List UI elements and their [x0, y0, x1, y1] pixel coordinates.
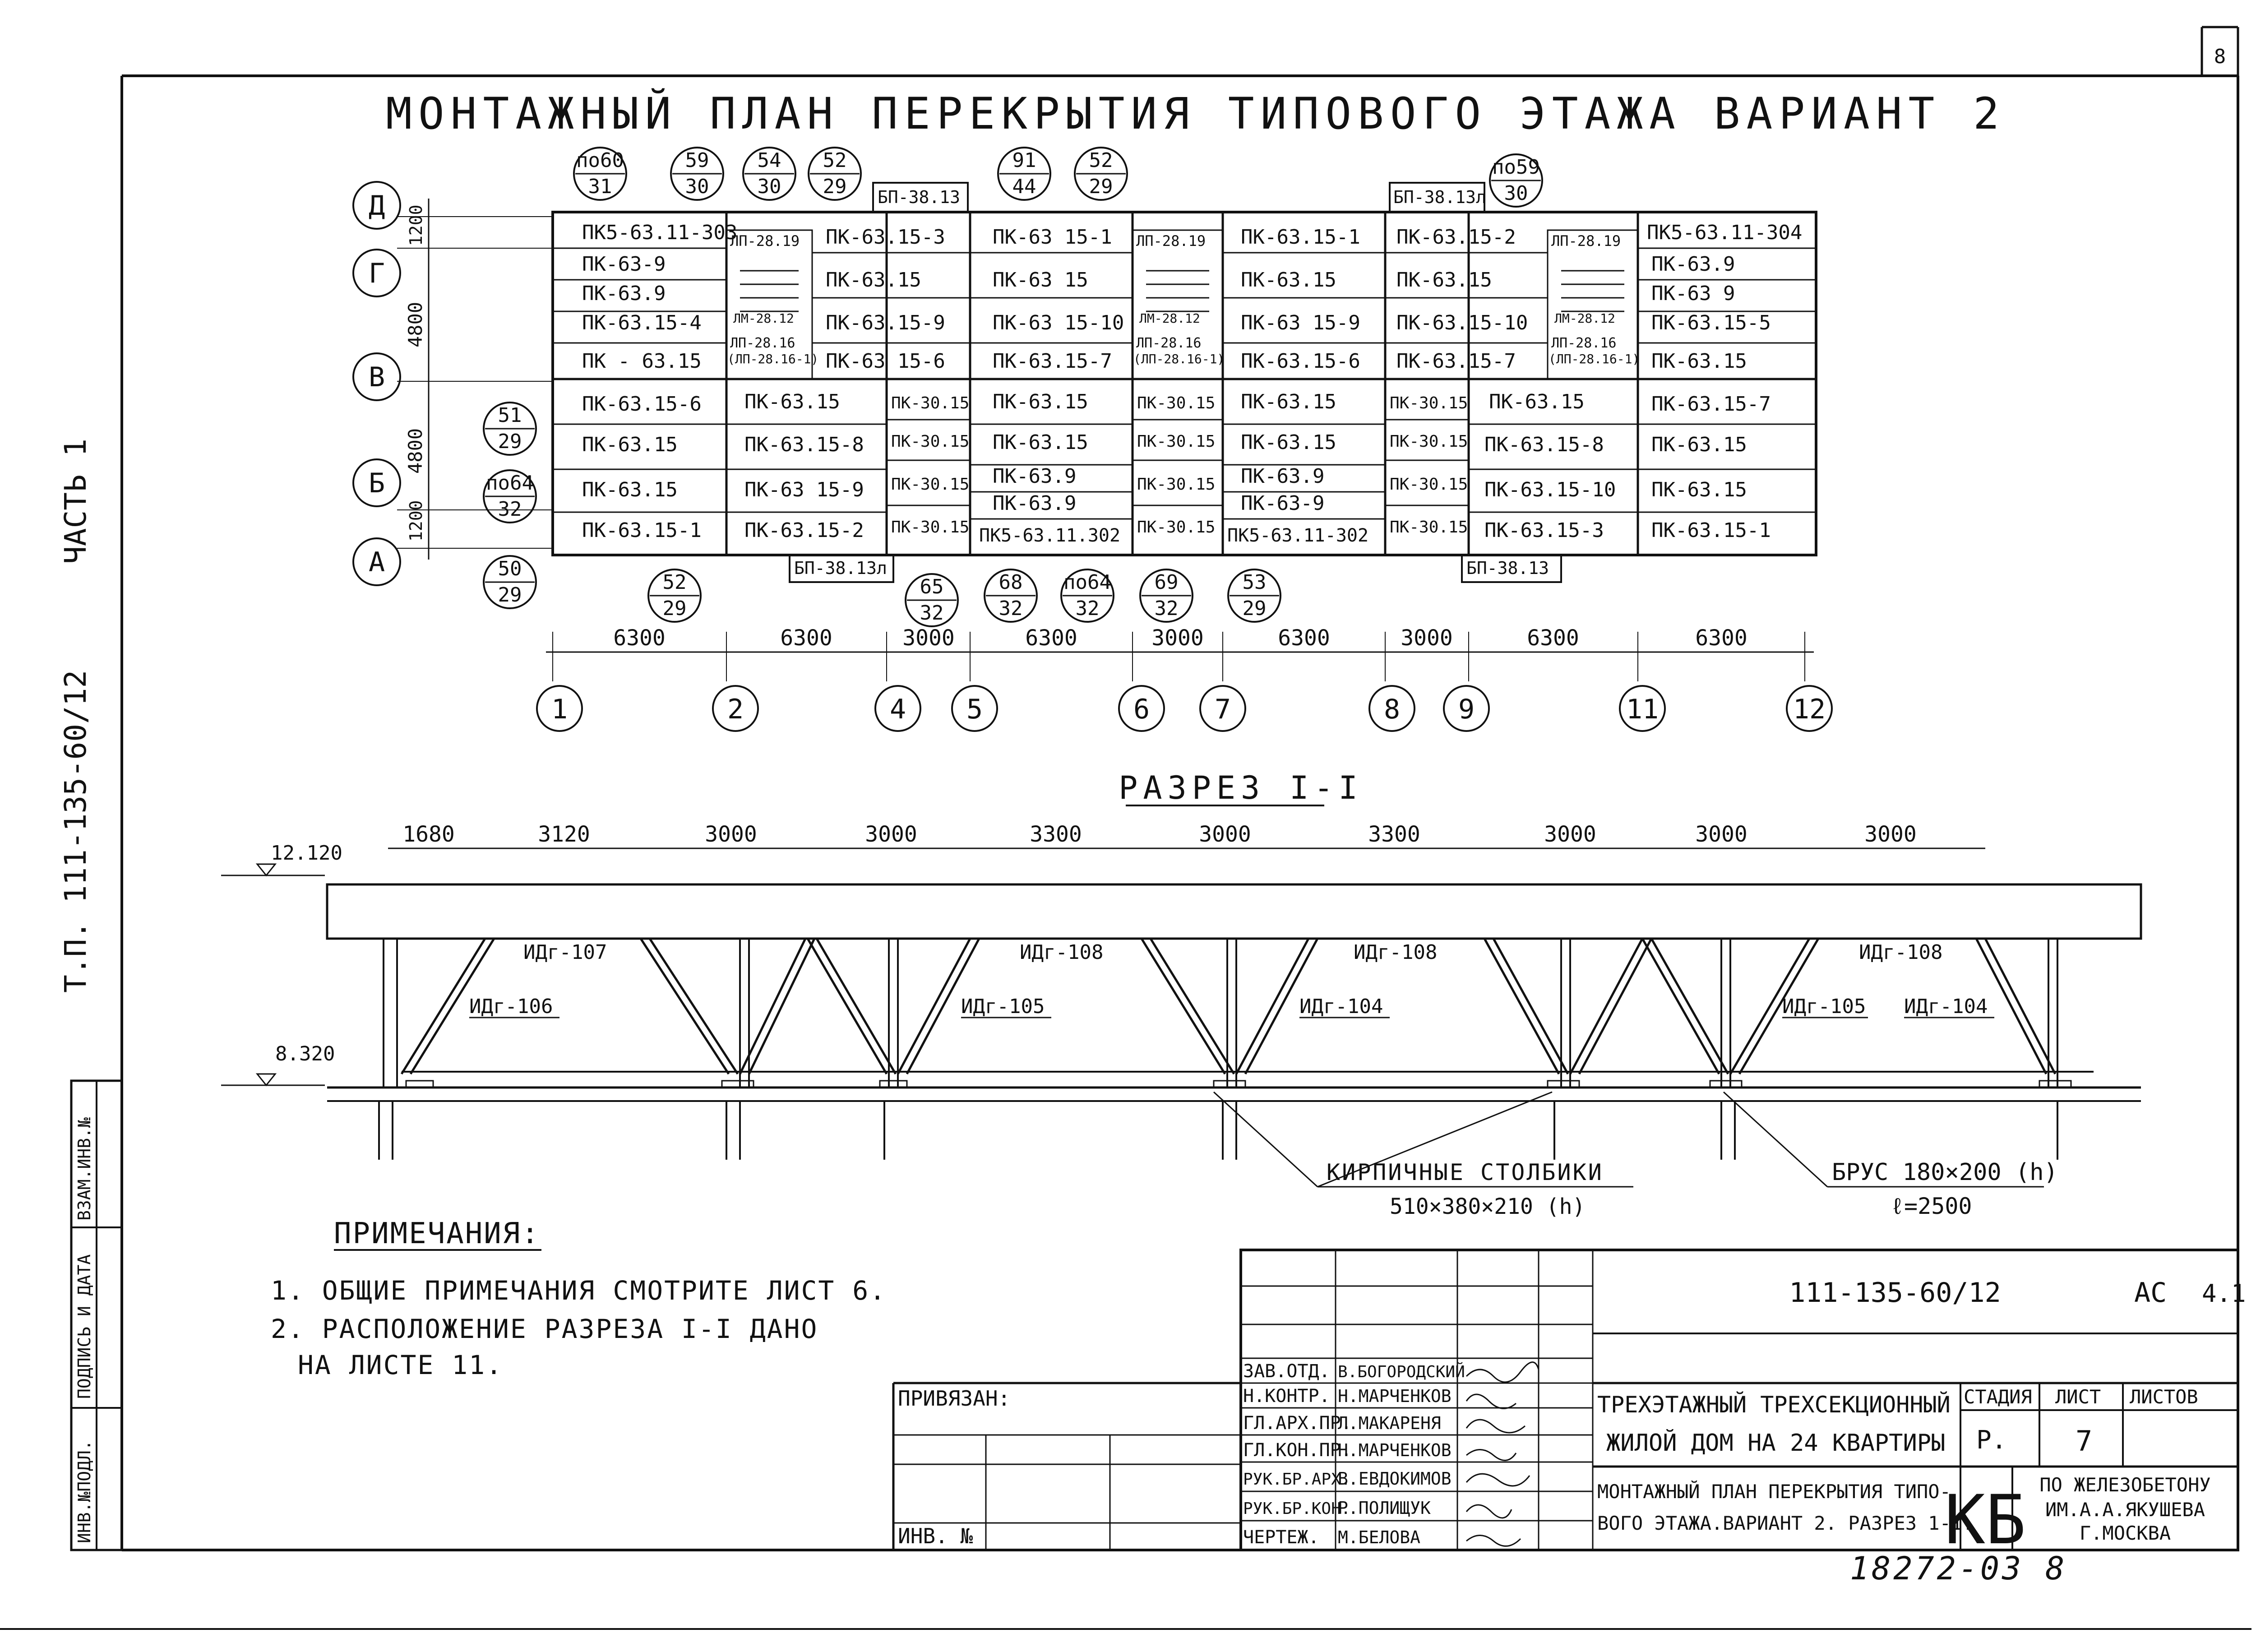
callout-bricks-line2: 510×380×210 (h) — [1390, 1194, 1586, 1219]
member-label: ИДг-105 — [961, 995, 1045, 1018]
axis-label: В — [368, 361, 385, 393]
svg-text:50: 50 — [498, 557, 522, 580]
axis-label: А — [368, 546, 385, 578]
section-view — [221, 769, 2141, 1219]
stamp-inv: ИНВ.№ПОДЛ. — [74, 1440, 94, 1543]
svg-text:69: 69 — [1154, 571, 1179, 594]
person: М.БЕЛОВА — [1338, 1527, 1421, 1547]
svg-text:по64: по64 — [1063, 571, 1111, 594]
level-mark: 12.120 — [271, 842, 342, 865]
svg-text:52: 52 — [662, 571, 687, 594]
svg-text:29: 29 — [1089, 175, 1113, 198]
slab-label: ПК-30.15 — [891, 475, 970, 494]
sheet-header: ЛИСТ — [2055, 1386, 2101, 1408]
person: В.БОГОРОДСКИЙ — [1338, 1363, 1465, 1381]
col-dim: 6300 — [613, 625, 666, 651]
svg-text:3000: 3000 — [1695, 822, 1747, 847]
svg-text:32: 32 — [999, 597, 1023, 620]
svg-text:по59: по59 — [1492, 156, 1540, 179]
org-logo: КБ — [1944, 1481, 2026, 1559]
col-dim: 6300 — [1025, 625, 1077, 651]
beam-label: БП-38.13 — [878, 187, 961, 207]
svg-text:29: 29 — [498, 583, 522, 606]
slab-label: ПК-30.15 — [1137, 432, 1216, 451]
svg-text:29: 29 — [498, 430, 522, 453]
slab-label: ПК-63.15-3 — [826, 226, 945, 249]
sheet-title-line1: МОНТАЖНЫЙ ПЛАН ПЕРЕКРЫТИЯ ТИПО- — [1597, 1481, 1951, 1503]
node-bubble — [574, 148, 626, 200]
slab-label: ПК-63.9 — [993, 465, 1077, 488]
slab-label: ПК5-63.11-302 — [1227, 525, 1369, 546]
axis-label: 7 — [1214, 694, 1231, 725]
slabs-bay-1 — [582, 221, 737, 542]
node-bubble — [648, 569, 701, 622]
row-dim: 1200 — [406, 500, 426, 541]
svg-text:3000: 3000 — [1864, 822, 1917, 847]
slab-label: ПК-30.15 — [1390, 432, 1468, 451]
stair-label: ЛП-28.19 — [1136, 232, 1206, 250]
svg-text:3300: 3300 — [1030, 822, 1082, 847]
col-dim: 6300 — [1695, 625, 1747, 651]
slab-label: ПК-30.15 — [891, 394, 970, 412]
svg-text:44: 44 — [1012, 175, 1036, 198]
member-label: ИДг-108 — [1020, 941, 1104, 964]
row-axes — [353, 182, 553, 585]
slab-label: ПК-30.15 — [891, 432, 970, 451]
notes-heading: ПРИМЕЧАНИЯ: — [334, 1217, 540, 1250]
axis-label: 8 — [1383, 694, 1401, 725]
slab-label: ПК5-63.11.302 — [979, 525, 1121, 546]
col-dim: 6300 — [1278, 625, 1330, 651]
svg-text:51: 51 — [498, 404, 522, 427]
node-bubble — [484, 403, 536, 455]
svg-text:3000: 3000 — [705, 822, 757, 847]
floor-plan — [353, 88, 2006, 731]
svg-text:1680: 1680 — [402, 822, 455, 847]
slab-label: ПК-63.15 — [582, 478, 678, 501]
archive-number: 18272-03 8 — [1850, 1550, 2067, 1587]
node-bubble — [1075, 148, 1127, 200]
slab-label: ПК-63.15 — [1396, 268, 1492, 292]
svg-text:52: 52 — [823, 149, 847, 172]
slabs-bay-4 — [1227, 226, 1368, 546]
stair-label: ЛП-28.16 — [1136, 335, 1202, 351]
stair-label: (ЛП-28.16-1) — [727, 352, 819, 366]
svg-text:59: 59 — [685, 149, 709, 172]
stair-label: ЛП-28.19 — [1551, 232, 1621, 250]
svg-text:53: 53 — [1242, 571, 1267, 594]
section-callouts — [1214, 1092, 2058, 1219]
column-axes — [537, 686, 1832, 731]
slab-label: ПК-63.15-6 — [582, 393, 702, 416]
inv-label: ИНВ. № — [898, 1524, 973, 1548]
callout-beam-line1: БРУС 180×200 (h) — [1832, 1159, 2058, 1186]
slab-label: ПК-63.15-10 — [1396, 311, 1528, 334]
slab-label: ПК-30.15 — [1137, 475, 1216, 494]
person: Н.МАРЧЕНКОВ — [1338, 1386, 1452, 1406]
building-line1: ТРЕХЭТАЖНЫЙ ТРЕХСЕКЦИОННЫЙ — [1597, 1392, 1951, 1418]
svg-text:29: 29 — [1242, 597, 1267, 620]
callout-bricks-line1: КИРПИЧНЫЕ СТОЛБИКИ — [1327, 1159, 1604, 1185]
stage-header: СТАДИЯ — [1964, 1386, 2032, 1408]
slab-label: ПК-63.15-1 — [1651, 519, 1771, 542]
slabs-bay-2 — [744, 226, 945, 542]
node-bubble — [809, 148, 861, 200]
member-label: ИДг-108 — [1354, 941, 1438, 964]
stair-label: (ЛП-28.16-1) — [1133, 352, 1225, 366]
svg-text:32: 32 — [920, 602, 944, 625]
svg-text:3000: 3000 — [1544, 822, 1596, 847]
axis-label: 6 — [1133, 694, 1150, 725]
node-bubble — [906, 574, 958, 626]
row-dim: 4800 — [404, 428, 426, 474]
role: ГЛ.АРХ.ПР. — [1243, 1413, 1352, 1434]
org-line3: Г.МОСКВА — [2079, 1522, 2171, 1544]
col-dim: 3000 — [1401, 625, 1453, 651]
stair-label: ЛП-28.19 — [730, 232, 800, 250]
svg-text:68: 68 — [999, 571, 1023, 594]
slab-label: ПК-63 15-6 — [826, 350, 945, 373]
building-line2: ЖИЛОЙ ДОМ НА 24 КВАРТИРЫ — [1606, 1430, 1946, 1457]
beam-label: БП-38.13л — [1393, 187, 1486, 207]
org-line2: ИМ.А.А.ЯКУШЕВА — [2045, 1499, 2205, 1521]
title-block — [893, 1250, 2246, 1559]
person: В.ЕВДОКИМОВ — [1338, 1469, 1452, 1489]
doc-mark: АС — [2134, 1277, 2167, 1309]
slab-label: ПК-63.15 — [993, 431, 1088, 454]
node-bubble — [1490, 154, 1542, 207]
slabs-bay-6 — [1647, 221, 1802, 542]
axis-label: 9 — [1458, 694, 1475, 725]
slab-label: ПК-63.15-2 — [1396, 226, 1516, 249]
svg-text:30: 30 — [685, 175, 709, 198]
slab-label: ПК-63.15 — [1651, 350, 1747, 373]
part-label: ЧАСТЬ 1 — [58, 438, 93, 564]
axis-label: 1 — [551, 694, 568, 725]
member-label: ИДг-105 — [1782, 995, 1866, 1018]
stair-label: ЛМ-28.12 — [733, 311, 794, 326]
slab-label: ПК-63.9 — [1241, 465, 1325, 488]
svg-text:30: 30 — [1504, 182, 1528, 205]
slab-label: ПК-63.15-7 — [1396, 350, 1516, 373]
role: РУК.БР.КОН. — [1243, 1499, 1351, 1518]
role: ЧЕРТЕЖ. — [1243, 1527, 1319, 1548]
slab-label: ПК-63.15-2 — [744, 519, 864, 542]
slab-label: ПК-63.15 — [582, 433, 678, 456]
sheet-title-line2: ВОГО ЭТАЖА.ВАРИАНТ 2. РАЗРЕЗ 1-1. — [1597, 1512, 1974, 1534]
axis-label: 2 — [727, 694, 744, 725]
level-mark: 8.320 — [275, 1042, 335, 1065]
slab-label: ПК-63.9 — [1651, 253, 1735, 276]
slab-label: ПК-63.15-9 — [826, 311, 945, 334]
plan-bay-lines — [553, 212, 1816, 555]
node-bubble — [985, 569, 1037, 622]
slab-label: ПК-63 15-9 — [1241, 311, 1360, 334]
role: РУК.БР.АРХ. — [1243, 1470, 1351, 1489]
beam-label: БП-38.13л — [794, 558, 887, 578]
col-dim: 3000 — [1151, 625, 1204, 651]
stair-label: ЛМ-28.12 — [1554, 311, 1615, 326]
truss-member-labels — [469, 941, 1994, 1018]
column-dims — [546, 625, 1814, 681]
svg-text:29: 29 — [823, 175, 847, 198]
svg-text:29: 29 — [662, 597, 687, 620]
slab-label: ПК-63.9 — [993, 492, 1077, 515]
slabs-bay-5 — [1396, 226, 1616, 542]
svg-text:54: 54 — [757, 149, 781, 172]
stamp-replace: ВЗАМ.ИНВ.№ — [74, 1117, 94, 1221]
node-bubble — [484, 556, 536, 608]
member-label: ИДг-106 — [469, 995, 553, 1018]
slab-label: ПК-63.15 — [1241, 431, 1336, 454]
lower-walls — [379, 1101, 2057, 1160]
slab-label: ПК-63.9 — [582, 282, 666, 305]
svg-text:91: 91 — [1012, 149, 1036, 172]
svg-text:32: 32 — [1075, 597, 1100, 620]
sheet-value: 7 — [2076, 1425, 2093, 1458]
axis-label: Д — [368, 190, 385, 222]
svg-text:30: 30 — [757, 175, 781, 198]
beam-label: БП-38.13 — [1466, 558, 1549, 578]
slab-label: ПК5-63.11-304 — [1647, 221, 1803, 244]
slab-label: ПК-63.15 — [993, 390, 1088, 413]
slab-label: ПК-30.15 — [1390, 518, 1468, 537]
slab-label: ПК-63.15-4 — [582, 311, 702, 334]
doc-volume: 4.1 — [2202, 1279, 2246, 1308]
node-bubble — [671, 148, 723, 200]
row-dim: 1200 — [406, 204, 426, 246]
slab-label: ПК-63 15-9 — [744, 478, 864, 501]
slab-label: ПК-63 15 — [993, 268, 1088, 292]
role: ЗАВ.ОТД. — [1243, 1361, 1330, 1382]
stage-value: Р. — [1976, 1425, 2007, 1455]
slab-label: ПК-63.15 — [744, 390, 840, 413]
member-label: ИДг-104 — [1904, 995, 1988, 1018]
sheets-header: ЛИСТОВ — [2130, 1386, 2198, 1408]
node-bubble — [1061, 569, 1114, 622]
slab-label: ПК-63.15-10 — [1484, 478, 1616, 501]
slab-label: ПК5-63.11-303 — [582, 221, 738, 244]
col-dim: 6300 — [780, 625, 832, 651]
svg-text:3000: 3000 — [865, 822, 917, 847]
slab-label: ПК-63.15-6 — [1241, 350, 1360, 373]
side-labels — [58, 439, 93, 993]
stair-label: ЛП-28.16 — [730, 335, 795, 351]
stamp-sign: ПОДПИСЬ И ДАТА — [74, 1254, 94, 1399]
slab-label: ПК-63.15 — [1241, 390, 1336, 413]
note-item: НА ЛИСТЕ 11. — [298, 1350, 504, 1380]
slab-label: ПК-63.15 — [1489, 390, 1585, 413]
svg-text:3000: 3000 — [1199, 822, 1251, 847]
node-bubble — [484, 470, 536, 523]
signature-scribbles — [1466, 1362, 1539, 1546]
svg-text:31: 31 — [588, 175, 612, 198]
col-dim: 6300 — [1527, 625, 1579, 651]
svg-text:3120: 3120 — [538, 822, 590, 847]
axis-label: 12 — [1793, 694, 1826, 725]
slab-label: ПК-30.15 — [1137, 394, 1216, 412]
sheet-number: 8 — [2214, 45, 2226, 68]
slab-label: ПК-30.15 — [1137, 518, 1216, 537]
member-label: ИДг-108 — [1859, 941, 1943, 964]
axis-label: 5 — [966, 694, 983, 725]
svg-text:по60: по60 — [576, 149, 624, 172]
slab-label: ПК-63-9 — [1241, 492, 1325, 515]
note-item: 1. ОБЩИЕ ПРИМЕЧАНИЯ СМОТРИТЕ ЛИСТ 6. — [271, 1275, 887, 1306]
person: Н.МАРЧЕНКОВ — [1338, 1440, 1452, 1460]
project-label: Т.П. 111-135-60/12 — [58, 670, 93, 993]
signature-names — [1338, 1362, 1465, 1547]
stair-label: ЛМ-28.12 — [1139, 311, 1200, 326]
member-label: ИДг-104 — [1299, 995, 1383, 1018]
note-item: 2. РАСПОЛОЖЕНИЕ РАЗРЕЗА I-I ДАНО — [271, 1314, 818, 1344]
slab-label: ПК-63.15 — [1651, 478, 1747, 501]
slab-label: ПК-63.15 — [1651, 433, 1747, 456]
slab-label: ПК-63.15-8 — [744, 433, 864, 456]
slab-label: ПК-63 15-1 — [993, 226, 1112, 249]
axis-label: Г — [368, 258, 385, 289]
node-bubble — [1228, 569, 1281, 622]
axis-label: 11 — [1626, 694, 1659, 725]
svg-text:3300: 3300 — [1368, 822, 1420, 847]
slab-label: ПК-63.15 — [1241, 268, 1336, 292]
plan-title: МОНТАЖНЫЙ ПЛАН ПЕРЕКРЫТИЯ ТИПОВОГО ЭТАЖА ВАРИАНТ 2 — [386, 88, 2006, 139]
slab-label: ПК-63.15-7 — [1651, 393, 1771, 416]
slab-label: ПК-63 15-10 — [993, 311, 1124, 334]
row-dim: 4800 — [404, 301, 426, 347]
slab-label: ПК-30.15 — [891, 518, 970, 537]
person: Р.ПОЛИЩУК — [1338, 1498, 1431, 1518]
notes — [271, 1217, 887, 1380]
axis-label: Б — [368, 467, 385, 499]
node-bubble — [1140, 569, 1193, 622]
doc-code: 111-135-60/12 — [1789, 1277, 2001, 1309]
slab-label: ПК-63-9 — [582, 253, 666, 276]
binding-label: ПРИВЯЗАН: — [898, 1386, 1011, 1411]
member-label: ИДг-107 — [523, 941, 607, 964]
section-title: РАЗРЕЗ I-I — [1119, 769, 1363, 806]
callout-beam-line2: ℓ=2500 — [1891, 1193, 1972, 1219]
svg-text:по64: по64 — [486, 472, 534, 495]
svg-text:32: 32 — [498, 498, 522, 521]
slab-label: ПК-63.15-7 — [993, 350, 1112, 373]
role: ГЛ.КОН.ПР. — [1243, 1440, 1352, 1461]
svg-text:65: 65 — [920, 575, 944, 598]
col-dim: 3000 — [902, 625, 955, 651]
org-line1: ПО ЖЕЛЕЗОБЕТОНУ — [2039, 1474, 2211, 1496]
section-dims — [402, 822, 1917, 847]
slab-label: ПК-63.15-8 — [1484, 433, 1604, 456]
slab-label: ПК - 63.15 — [582, 350, 702, 373]
slab-label: ПК-63.15-5 — [1651, 311, 1771, 334]
svg-text:32: 32 — [1154, 597, 1179, 620]
person: Л.МАКАРЕНЯ — [1338, 1413, 1441, 1433]
stair-label: ЛП-28.16 — [1551, 335, 1617, 351]
node-bubble — [743, 148, 795, 200]
slab-label: ПК-63.15-1 — [582, 519, 702, 542]
slabs-bay-3 — [979, 226, 1124, 546]
stair-label: (ЛП-28.16-1) — [1549, 352, 1640, 366]
side-stamp — [71, 1081, 122, 1550]
slab-label: ПК-63.15-3 — [1484, 519, 1604, 542]
slab-label: ПК-63 9 — [1651, 282, 1735, 305]
slab-label: ПК-63.15-1 — [1241, 226, 1360, 249]
role: Н.КОНТР. — [1243, 1386, 1330, 1407]
slab-label: ПК-30.15 — [1390, 394, 1468, 412]
axis-label: 4 — [889, 694, 906, 725]
slab-label: ПК-30.15 — [1390, 475, 1468, 494]
node-bubble — [998, 148, 1050, 200]
svg-text:52: 52 — [1089, 149, 1113, 172]
slab-label: ПК-63.15 — [826, 268, 921, 292]
